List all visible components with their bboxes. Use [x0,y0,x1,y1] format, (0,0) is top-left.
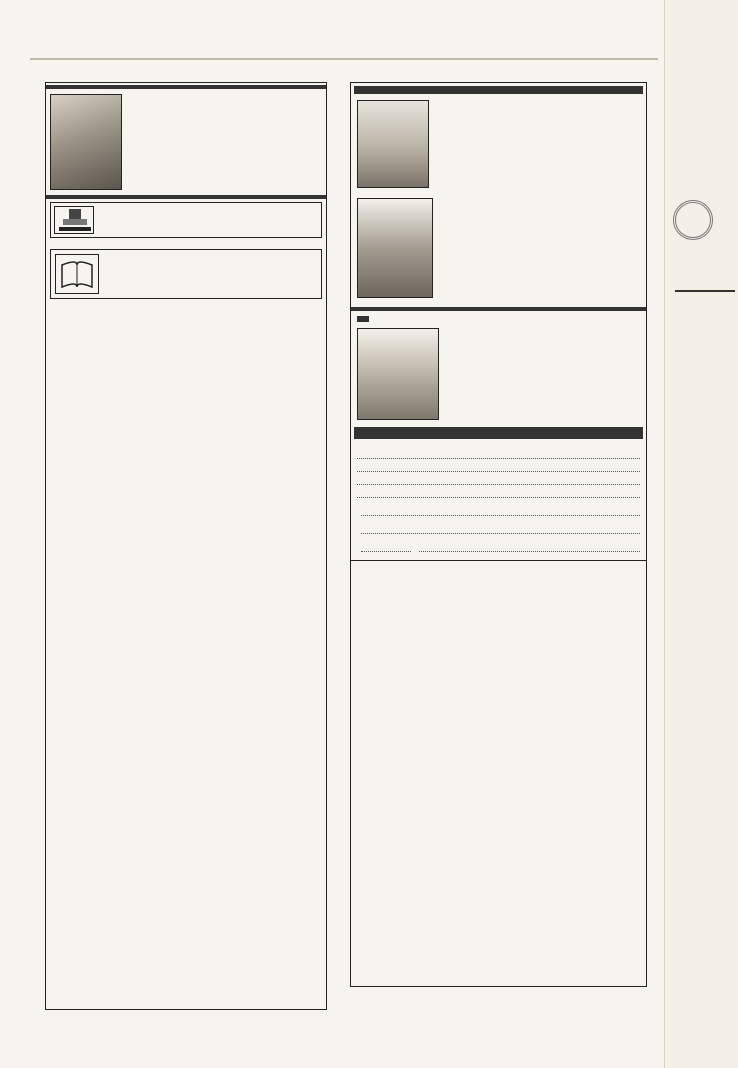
voordeel-block [351,313,646,325]
order-form [351,443,646,554]
gratis-bestelbon-banner [354,427,643,439]
verder-text [46,241,326,245]
order-line[interactable] [357,487,640,498]
order-line[interactable] [357,461,640,472]
closing-line [46,303,326,309]
veenhof-block [351,195,646,301]
voordeel-tag [357,316,369,322]
verloren-zonen-cover [357,198,433,298]
zo-wild-cover [357,328,439,420]
book-emblem-icon [55,254,99,294]
capelle-block [46,91,326,193]
facing-circle-letter [673,200,713,240]
bijbels-bar [46,85,326,89]
left-column-frame [45,82,327,1010]
stamp-offer-box [50,202,322,238]
esther-cover-photo [50,94,122,190]
facing-rule [675,290,735,292]
right-column [350,82,647,987]
adres-field[interactable] [357,520,640,534]
facing-page [664,0,738,1068]
advertisement-page [30,58,658,1018]
right-column-frame [350,82,647,987]
stamp-icon [54,206,94,234]
terpstra-block [351,325,646,423]
kruistocht-cover [357,100,429,188]
book-entry-veenhof2 [439,198,640,201]
postcode-field[interactable] [357,538,640,552]
left-column [45,82,327,1010]
footnote [351,560,646,566]
book-entry-voskuil [126,96,322,98]
naam-field[interactable] [357,502,640,516]
order-line[interactable] [357,474,640,485]
uitgevers-bar [351,307,646,311]
book-entry-valkenburg [375,316,640,322]
kruistocht-block [351,97,646,191]
verder-veenhof [351,301,646,305]
biddag-banner [354,86,643,94]
book-entry-idem [445,330,640,332]
bonnen-bar [46,195,326,199]
boekhandel-logo [50,249,322,299]
order-line[interactable] [357,448,640,459]
